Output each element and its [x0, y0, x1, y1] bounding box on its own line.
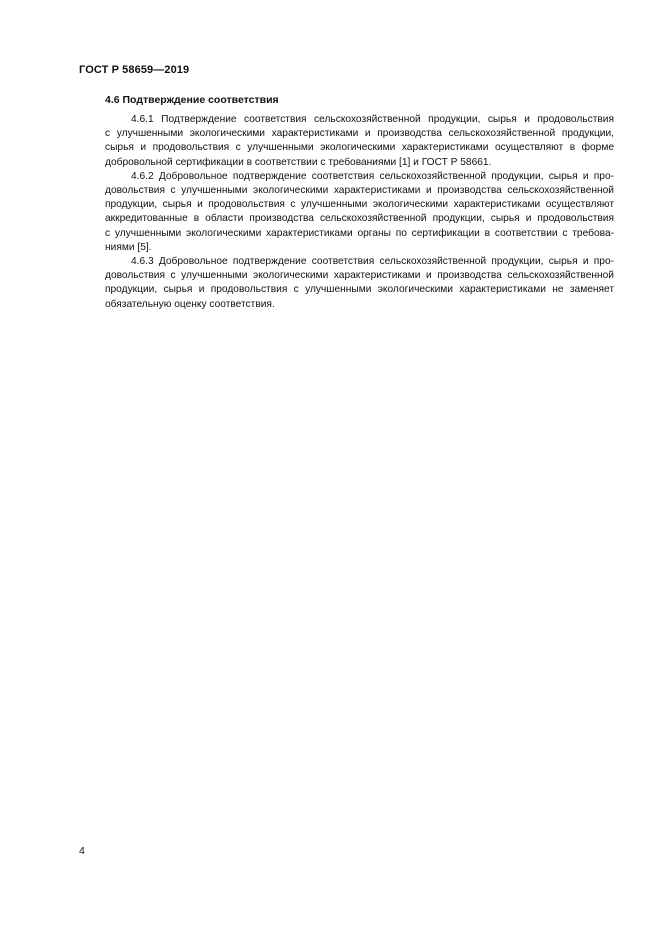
paragraph-line: продукции, сырья и продовольствия с улучшенными экологическими характеристиками не заменяет [105, 284, 614, 296]
paragraph-line: с улучшенными экологическими характеристиками органы по сертификации в соответствии с требова- [105, 227, 614, 239]
paragraph-line: продукции, сырья и продовольствия с улучшенными экологическими характеристиками осуществляют [105, 199, 614, 211]
document-code-header: ГОСТ Р 58659—2019 [79, 64, 190, 76]
paragraph-line: обязательную оценку соответствия. [105, 298, 275, 310]
paragraph-4-6-3 [79, 255, 614, 312]
paragraph-line: сырья и продовольствия с улучшенными экологическими характеристиками осуществляют в форме [105, 142, 614, 154]
page-number: 4 [79, 845, 85, 857]
paragraph-4-6-2 [79, 170, 614, 255]
paragraph-line: ниями [5]. [105, 241, 152, 253]
paragraph-line: с улучшенными экологическими характеристиками и производства сельскохозяйственной продукции, [105, 128, 614, 140]
section-body [79, 113, 614, 312]
section-title: 4.6 Подтверждение соответствия [105, 94, 279, 106]
paragraph-line: 4.6.2 Добровольное подтверждение соответствия сельскохозяйственной продукции, сырья и про- [131, 170, 614, 182]
paragraph-line: 4.6.3 Добровольное подтверждение соответствия сельскохозяйственной продукции, сырья и про- [131, 256, 614, 268]
paragraph-line: 4.6.1 Подтверждение соответствия сельскохозяйственной продукции, сырья и продовольствия [131, 114, 614, 125]
paragraph-4-6-1 [79, 113, 614, 170]
paragraph-line: довольствия с улучшенными экологическими характеристиками и производства сельскохозяйственной [105, 185, 614, 197]
paragraph-line: аккредитованные в области производства сельскохозяйственной продукции, сырья и продовольствия [105, 213, 614, 225]
paragraph-line: добровольной сертификации в соответствии с требованиями [1] и ГОСТ Р 58661. [105, 156, 492, 168]
paragraph-line: довольствия с улучшенными экологическими характеристиками и производства сельскохозяйственной [105, 270, 614, 282]
